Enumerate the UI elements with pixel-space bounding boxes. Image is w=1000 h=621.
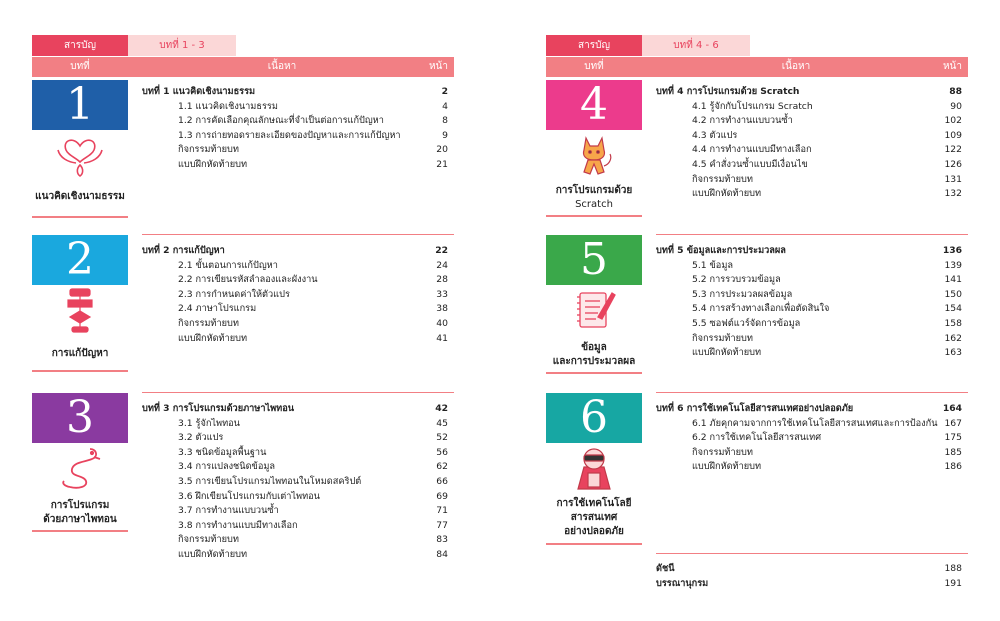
- toc-entry[interactable]: 3.3 ชนิดข้อมูลพื้นฐาน 56: [178, 446, 448, 458]
- toc-entry[interactable]: 3.1 รู้จักไพทอน 45: [178, 417, 448, 429]
- title-underline: [32, 370, 128, 372]
- toc-entry[interactable]: 4.1 รู้จักกับโปรแกรม Scratch 90: [692, 100, 962, 112]
- toc-entry[interactable]: 1.3 การถ่ายทอดรายละเอียดของปัญหาและการแก้ปัญหา 9: [178, 129, 448, 141]
- toc-entry[interactable]: 1.1 แนวคิดเชิงนามธรรม 4: [178, 100, 448, 112]
- toc-entry[interactable]: กิจกรรมท้ายบท 83: [178, 534, 448, 546]
- toc-entry-main[interactable]: บทที่ 4 การโปรแกรมด้วย Scratch 88: [656, 86, 962, 97]
- chapter-title-line: การแก้ปัญหา: [51, 348, 109, 359]
- title-underline: [32, 530, 128, 532]
- toc-tab: สารบัญ: [546, 35, 642, 56]
- chapter-block-4: [546, 80, 986, 230]
- chapter-title-line: การโปรแกรม: [50, 500, 110, 511]
- toc-entry[interactable]: 2.4 ภาษาโปรแกรม 38: [178, 303, 448, 315]
- chapter-title: [546, 497, 642, 539]
- toc-entry-main[interactable]: บทที่ 3 การโปรแกรมด้วยภาษาไพทอน 42: [142, 403, 448, 414]
- chapter-number: 1: [32, 80, 128, 130]
- header-chapter: บทที่: [70, 61, 90, 72]
- toc-entry[interactable]: 1.2 การคัดเลือกคุณลักษณะที่จำเป็นต่อการแก้ปัญหา 8: [178, 115, 448, 127]
- chapter-title-line: การใช้เทคโนโลยี: [556, 498, 632, 509]
- toc-entry[interactable]: 2.1 ขั้นตอนการแก้ปัญหา 24: [178, 259, 448, 271]
- chapter-block-1: [32, 80, 472, 230]
- toc-entry[interactable]: 5.1 ข้อมูล 139: [692, 259, 962, 271]
- toc-entry[interactable]: 4.3 ตัวแปร 109: [692, 129, 962, 141]
- toc-entry-main[interactable]: บทที่ 6 การใช้เทคโนโลยีสารสนเทศอย่างปลอดภัย 164: [656, 403, 962, 414]
- chapter-number: 2: [32, 235, 128, 285]
- toc-entry[interactable]: 5.3 การประมวลผลข้อมูล 150: [692, 288, 962, 300]
- chapter-block-6: [546, 393, 986, 553]
- toc-entry[interactable]: 3.8 การทำงานแบบมีทางเลือก 77: [178, 519, 448, 531]
- toc-entry[interactable]: แบบฝึกหัดท้ายบท 163: [692, 347, 962, 359]
- chapter-title-line: Scratch: [575, 199, 613, 210]
- header-page: หน้า: [942, 61, 962, 72]
- toc-entry[interactable]: 3.4 การแปลงชนิดข้อมูล 62: [178, 461, 448, 473]
- title-underline: [546, 543, 642, 545]
- right-page: [546, 0, 986, 621]
- toc-entry[interactable]: 5.4 การสร้างทางเลือกเพื่อตัดสินใจ 154: [692, 303, 962, 315]
- chapter-range-tab: บทที่ 4 - 6: [642, 35, 750, 56]
- chapter-entries: [142, 402, 454, 563]
- right-tabbar: [546, 35, 986, 56]
- chapter-entries: [142, 244, 454, 346]
- toc-entry[interactable]: กิจกรรมท้ายบท 131: [692, 173, 962, 185]
- header-chapter: บทที่: [584, 61, 604, 72]
- flowchart-icon: [32, 287, 128, 333]
- heart-hands-icon: [32, 132, 128, 178]
- chapter-block-5: [546, 235, 986, 385]
- chapter-entries: [656, 244, 968, 361]
- chapter-entries: [142, 85, 454, 173]
- chapter-title-line: แนวคิดเชิงนามธรรม: [35, 191, 125, 202]
- title-underline: [546, 372, 642, 374]
- toc-entry[interactable]: 3.7 การทำงานแบบวนซ้ำ 71: [178, 505, 448, 517]
- title-underline: [32, 216, 128, 218]
- toc-entry[interactable]: 4.5 คำสั่งวนซ้ำแบบมีเงื่อนไข 126: [692, 158, 962, 170]
- toc-entry[interactable]: แบบฝึกหัดท้ายบท 41: [178, 332, 448, 344]
- chapter-title: [32, 499, 128, 527]
- toc-entry-main[interactable]: บทที่ 5 ข้อมูลและการประมวลผล 136: [656, 245, 962, 256]
- chapter-number: 3: [32, 393, 128, 443]
- chapter-entries: [656, 402, 968, 475]
- chapter-title-line: อย่างปลอดภัย: [564, 526, 624, 537]
- chapter-number: 5: [546, 235, 642, 285]
- chapter-number: 4: [546, 80, 642, 130]
- chapter-block-2: [32, 235, 472, 385]
- toc-entry[interactable]: 5.5 ซอฟต์แวร์จัดการข้อมูล 158: [692, 317, 962, 329]
- scratch-cat-icon: [546, 132, 642, 178]
- toc-entry-index[interactable]: ดัชนี 188: [656, 563, 962, 574]
- toc-entry[interactable]: แบบฝึกหัดท้ายบท 84: [178, 548, 448, 560]
- toc-entry[interactable]: แบบฝึกหัดท้ายบท 21: [178, 158, 448, 170]
- chapter-title-line: การโปรแกรมด้วย: [555, 185, 633, 196]
- toc-entry-main[interactable]: บทที่ 1 แนวคิดเชิงนามธรรม 2: [142, 86, 448, 97]
- toc-entry[interactable]: 3.5 การเขียนโปรแกรมไพทอนในโหมดสคริปต์ 66: [178, 475, 448, 487]
- toc-entry[interactable]: 5.2 การรวบรวมข้อมูล 141: [692, 274, 962, 286]
- table-header: [32, 57, 454, 77]
- chapter-title-line: ด้วยภาษาไพทอน: [43, 514, 117, 525]
- toc-entry[interactable]: 4.4 การทำงานแบบมีทางเลือก 122: [692, 144, 962, 156]
- left-page: [32, 0, 472, 621]
- chapter-title: [32, 347, 128, 361]
- chapter-number: 6: [546, 393, 642, 443]
- chapter-title: [546, 341, 642, 369]
- header-page: หน้า: [428, 61, 448, 72]
- notebook-pen-icon: [546, 287, 642, 333]
- toc-entry[interactable]: 6.1 ภัยคุกคามจากการใช้เทคโนโลยีสารสนเทศและการป้องกัน 167: [692, 417, 962, 429]
- toc-entry[interactable]: 3.2 ตัวแปร 52: [178, 432, 448, 444]
- toc-entry-main[interactable]: บทที่ 2 การแก้ปัญหา 22: [142, 245, 448, 256]
- toc-entry[interactable]: 4.2 การทำงานแบบวนซ้ำ 102: [692, 115, 962, 127]
- chapter-title-line: ข้อมูล: [581, 342, 607, 353]
- toc-entry[interactable]: 6.2 การใช้เทคโนโลยีสารสนเทศ 175: [692, 432, 962, 444]
- toc-entry[interactable]: กิจกรรมท้ายบท 40: [178, 317, 448, 329]
- chapter-title: [546, 184, 642, 212]
- header-content: เนื้อหา: [267, 61, 297, 72]
- chapter-entries: [656, 85, 968, 202]
- chapter-title: [32, 190, 128, 204]
- toc-entry[interactable]: แบบฝึกหัดท้ายบท 186: [692, 461, 962, 473]
- title-underline: [546, 215, 642, 217]
- toc-entry[interactable]: 2.2 การเขียนรหัสลำลองและผังงาน 28: [178, 274, 448, 286]
- toc-entry[interactable]: กิจกรรมท้ายบท 185: [692, 446, 962, 458]
- chapter-block-3: [32, 393, 472, 593]
- chapter-title-line: และการประมวลผล: [552, 356, 636, 367]
- toc-tab: สารบัญ: [32, 35, 128, 56]
- header-content: เนื้อหา: [781, 61, 811, 72]
- python-snake-icon: [32, 445, 128, 491]
- table-header: [546, 57, 968, 77]
- toc-entry[interactable]: กิจกรรมท้ายบท 162: [692, 332, 962, 344]
- toc-entry-bibliography[interactable]: บรรณานุกรม 191: [656, 578, 962, 589]
- chapter-range-tab: บทที่ 1 - 3: [128, 35, 236, 56]
- masked-hero-icon: [546, 445, 642, 491]
- chapter-title-line: สารสนเทศ: [570, 512, 618, 523]
- section-divider: [656, 553, 968, 554]
- toc-entry[interactable]: แบบฝึกหัดท้ายบท 132: [692, 188, 962, 200]
- toc-entry[interactable]: 3.6 ฝึกเขียนโปรแกรมกับเต่าไพทอน 69: [178, 490, 448, 502]
- toc-entry[interactable]: 2.3 การกำหนดค่าให้ตัวแปร 33: [178, 288, 448, 300]
- left-tabbar: [32, 35, 472, 56]
- toc-entry[interactable]: กิจกรรมท้ายบท 20: [178, 144, 448, 156]
